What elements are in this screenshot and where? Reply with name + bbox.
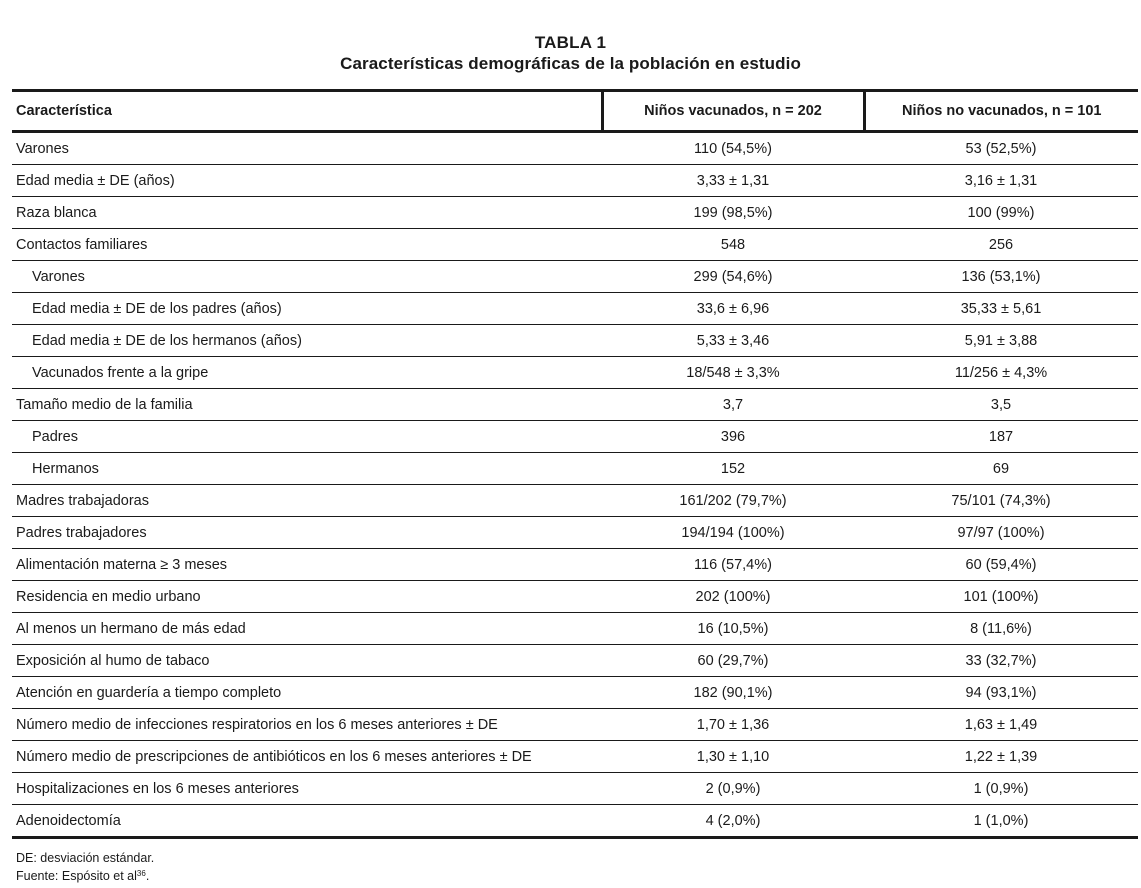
- header-vaccinated: Niños vacunados, n = 202: [602, 91, 864, 132]
- row-label: Edad media ± DE de los hermanos (años): [12, 325, 602, 357]
- cell-not-vaccinated: 69: [864, 453, 1138, 485]
- row-label: Número medio de prescripciones de antibióticos en los 6 meses anteriores ± DE: [12, 741, 602, 773]
- cell-not-vaccinated: 94 (93,1%): [864, 677, 1138, 709]
- table-row: [12, 773, 1138, 805]
- cell-vaccinated: 16 (10,5%): [602, 613, 864, 645]
- table-row: [12, 357, 1138, 389]
- cell-vaccinated: 548: [602, 229, 864, 261]
- cell-not-vaccinated: 8 (11,6%): [864, 613, 1138, 645]
- row-label: Hermanos: [12, 453, 602, 485]
- row-label: Adenoidectomía: [12, 805, 602, 838]
- table-row: [12, 293, 1138, 325]
- cell-not-vaccinated: 75/101 (74,3%): [864, 485, 1138, 517]
- footnote-source-text: Fuente: Espósito et al: [16, 869, 137, 883]
- cell-vaccinated: 161/202 (79,7%): [602, 485, 864, 517]
- cell-vaccinated: 4 (2,0%): [602, 805, 864, 838]
- table-row: [12, 581, 1138, 613]
- row-label: Edad media ± DE (años): [12, 165, 602, 197]
- table-row: [12, 709, 1138, 741]
- cell-vaccinated: 299 (54,6%): [602, 261, 864, 293]
- cell-vaccinated: 3,7: [602, 389, 864, 421]
- header-not-vaccinated: Niños no vacunados, n = 101: [864, 91, 1138, 132]
- row-label: Hospitalizaciones en los 6 meses anteriores: [12, 773, 602, 805]
- cell-vaccinated: 182 (90,1%): [602, 677, 864, 709]
- row-label: Madres trabajadoras: [12, 485, 602, 517]
- cell-vaccinated: 110 (54,5%): [602, 132, 864, 165]
- cell-vaccinated: 1,70 ± 1,36: [602, 709, 864, 741]
- row-label: Al menos un hermano de más edad: [12, 613, 602, 645]
- row-label: Residencia en medio urbano: [12, 581, 602, 613]
- cell-vaccinated: 116 (57,4%): [602, 549, 864, 581]
- table-row: [12, 549, 1138, 581]
- cell-vaccinated: 199 (98,5%): [602, 197, 864, 229]
- header-characteristic: Característica: [12, 91, 602, 132]
- table-row: [12, 613, 1138, 645]
- cell-vaccinated: 2 (0,9%): [602, 773, 864, 805]
- cell-not-vaccinated: 3,16 ± 1,31: [864, 165, 1138, 197]
- cell-not-vaccinated: 33 (32,7%): [864, 645, 1138, 677]
- footnote-source: [16, 866, 154, 884]
- table-row: [12, 645, 1138, 677]
- table-title-block: [0, 32, 1141, 75]
- table-row: [12, 677, 1138, 709]
- table-number: TABLA 1: [534, 33, 607, 52]
- table-body: [12, 132, 1138, 838]
- cell-not-vaccinated: 1,63 ± 1,49: [864, 709, 1138, 741]
- cell-not-vaccinated: 35,33 ± 5,61: [864, 293, 1138, 325]
- row-label: Exposición al humo de tabaco: [12, 645, 602, 677]
- footnote-source-ref: 36: [136, 869, 146, 878]
- row-label: Edad media ± DE de los padres (años): [12, 293, 602, 325]
- cell-vaccinated: 396: [602, 421, 864, 453]
- row-label: Vacunados frente a la gripe: [12, 357, 602, 389]
- row-label: Atención en guardería a tiempo completo: [12, 677, 602, 709]
- row-label: Número medio de infecciones respiratorios en los 6 meses anteriores ± DE: [12, 709, 602, 741]
- table-row: [12, 805, 1138, 838]
- cell-vaccinated: 18/548 ± 3,3%: [602, 357, 864, 389]
- cell-not-vaccinated: 11/256 ± 4,3%: [864, 357, 1138, 389]
- table-row: [12, 197, 1138, 229]
- table-row: [12, 389, 1138, 421]
- cell-not-vaccinated: 256: [864, 229, 1138, 261]
- cell-not-vaccinated: 97/97 (100%): [864, 517, 1138, 549]
- row-label: Contactos familiares: [12, 229, 602, 261]
- row-label: Padres: [12, 421, 602, 453]
- cell-not-vaccinated: 136 (53,1%): [864, 261, 1138, 293]
- row-label: Varones: [12, 132, 602, 165]
- table-header-row: [12, 91, 1138, 132]
- table-caption: Características demográficas de la población en estudio: [340, 54, 801, 73]
- footnotes: [16, 851, 154, 884]
- table-row: [12, 165, 1138, 197]
- cell-vaccinated: 33,6 ± 6,96: [602, 293, 864, 325]
- cell-vaccinated: 1,30 ± 1,10: [602, 741, 864, 773]
- row-label: Padres trabajadores: [12, 517, 602, 549]
- cell-not-vaccinated: 53 (52,5%): [864, 132, 1138, 165]
- table-row: [12, 517, 1138, 549]
- cell-not-vaccinated: 101 (100%): [864, 581, 1138, 613]
- cell-vaccinated: 152: [602, 453, 864, 485]
- table-row: [12, 132, 1138, 165]
- demographics-table: [12, 89, 1138, 839]
- cell-not-vaccinated: 187: [864, 421, 1138, 453]
- row-label: Alimentación materna ≥ 3 meses: [12, 549, 602, 581]
- table-row: [12, 741, 1138, 773]
- cell-not-vaccinated: 3,5: [864, 389, 1138, 421]
- table-row: [12, 485, 1138, 517]
- cell-not-vaccinated: 1 (1,0%): [864, 805, 1138, 838]
- cell-not-vaccinated: 1 (0,9%): [864, 773, 1138, 805]
- row-label: Tamaño medio de la familia: [12, 389, 602, 421]
- cell-vaccinated: 202 (100%): [602, 581, 864, 613]
- row-label: Varones: [12, 261, 602, 293]
- table-row: [12, 453, 1138, 485]
- cell-not-vaccinated: 1,22 ± 1,39: [864, 741, 1138, 773]
- cell-not-vaccinated: 60 (59,4%): [864, 549, 1138, 581]
- footnote-abbreviation: DE: desviación estándar.: [16, 851, 155, 865]
- cell-vaccinated: 60 (29,7%): [602, 645, 864, 677]
- cell-vaccinated: 194/194 (100%): [602, 517, 864, 549]
- table-row: [12, 261, 1138, 293]
- cell-not-vaccinated: 5,91 ± 3,88: [864, 325, 1138, 357]
- table-row: [12, 421, 1138, 453]
- table-row: [12, 229, 1138, 261]
- cell-vaccinated: 3,33 ± 1,31: [602, 165, 864, 197]
- table-row: [12, 325, 1138, 357]
- cell-vaccinated: 5,33 ± 3,46: [602, 325, 864, 357]
- row-label: Raza blanca: [12, 197, 602, 229]
- footnote-source-end: .: [145, 869, 150, 883]
- cell-not-vaccinated: 100 (99%): [864, 197, 1138, 229]
